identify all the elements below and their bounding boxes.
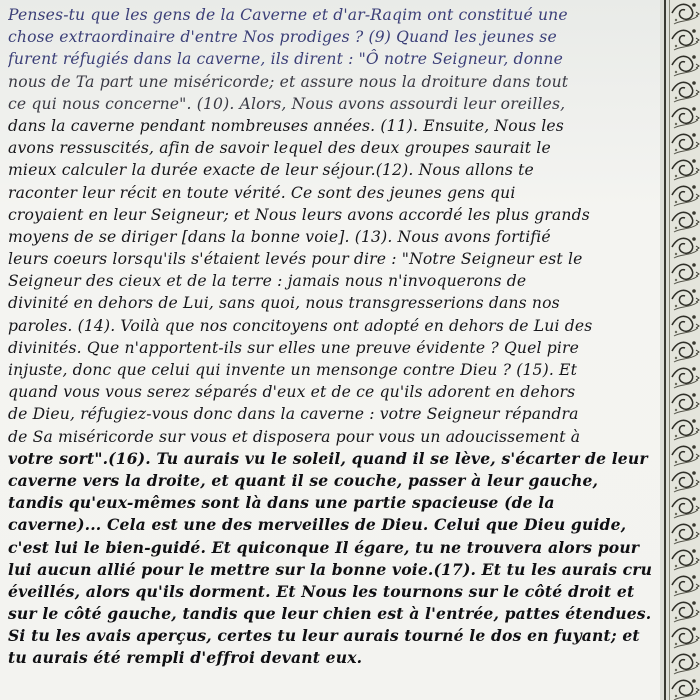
text-line: tandis qu'eux-mêmes sont là dans une partie spacieuse (de la — [8, 493, 555, 513]
text-line: lui aucun allié pour le mettre sur la bonne voie.(17). Et tu les aurais cru — [8, 559, 653, 579]
text-line: de Dieu, réfugiez-vous donc dans la caverne : votre Seigneur répandra — [8, 405, 579, 424]
text-line: éveillés, alors qu'ils dorment. Et Nous les tournons sur le côté droit et — [8, 581, 635, 601]
document-text — [8, 4, 660, 670]
text-line: croyaient en leur Seigneur; et Nous leurs avons accordé les plus grands — [8, 205, 590, 224]
text-line: chose extraordinaire d'entre Nos prodiges ? (9) Quand les jeunes se — [8, 28, 557, 47]
text-line: sur le côté gauche, tandis que leur chien est à l'entrée, pattes étendues. — [8, 604, 652, 624]
text-line: dans la caverne pendant nombreuses années. (11). Ensuite, Nous les — [8, 116, 564, 135]
text-line: Seigneur des cieux et de la terre : jamais nous n'invoquerons de — [8, 272, 527, 291]
text-line: leurs coeurs lorsqu'ils s'étaient levés pour dire : "Notre Seigneur est le — [8, 250, 583, 269]
text-line: caverne)... Cela est une des merveilles de Dieu. Celui que Dieu guide, — [8, 515, 627, 535]
text-line: mieux calculer la durée exacte de leur séjour.(12). Nous allons te — [8, 161, 534, 180]
text-line: de Sa miséricorde sur vous et disposera pour vous un adoucissement à — [8, 427, 581, 446]
text-line: quand vous vous serez séparés d'eux et de ce qu'ils adorent en dehors — [8, 383, 576, 402]
text-line: divinités. Que n'apportent-ils sur elles une preuve évidente ? Quel pire — [8, 338, 579, 357]
ornamental-border — [660, 0, 700, 700]
text-line: moyens de se diriger [dans la bonne voie]. (13). Nous avons fortifié — [8, 227, 551, 246]
text-line: c'est lui le bien-guidé. Et quiconque Il égare, tu ne trouvera alors pour — [8, 537, 640, 557]
text-line: caverne vers la droite, et quant il se couche, passer à leur gauche, — [8, 470, 599, 490]
text-line: tu aurais été rempli d'effroi devant eux. — [8, 648, 363, 668]
text-line: injuste, donc que celui qui invente un mensonge contre Dieu ? (15). Et — [8, 361, 577, 379]
text-line: raconter leur récit en toute vérité. Ce sont des jeunes gens qui — [8, 183, 516, 202]
text-line: ce qui nous concerne". (10). Alors, Nous avons assourdi leur oreilles, — [8, 94, 566, 113]
ornament-pattern-icon — [670, 0, 700, 700]
text-line: votre sort".(16). Tu aurais vu le soleil, quand il se lève, s'écarter de leur — [8, 448, 648, 468]
text-line: avons ressuscités, afin de savoir lequel des deux groupes saurait le — [8, 139, 551, 158]
text-line: furent réfugiés dans la caverne, ils dirent : "Ô notre Seigneur, donne — [8, 50, 563, 69]
text-line: Penses-tu que les gens de la Caverne et d'ar-Raqim ont constitué une — [8, 6, 568, 24]
border-rule — [664, 0, 666, 700]
text-line: Si tu les avais aperçus, certes tu leur aurais tourné le dos en fuyant; et — [8, 626, 640, 646]
text-line: nous de Ta part une miséricorde; et assure nous la droiture dans tout — [8, 72, 569, 91]
text-line: paroles. (14). Voilà que nos concitoyens ont adopté en dehors de Lui des — [8, 316, 593, 335]
text-line: divinité en dehors de Lui, sans quoi, nous transgresserions dans nos — [8, 294, 560, 313]
